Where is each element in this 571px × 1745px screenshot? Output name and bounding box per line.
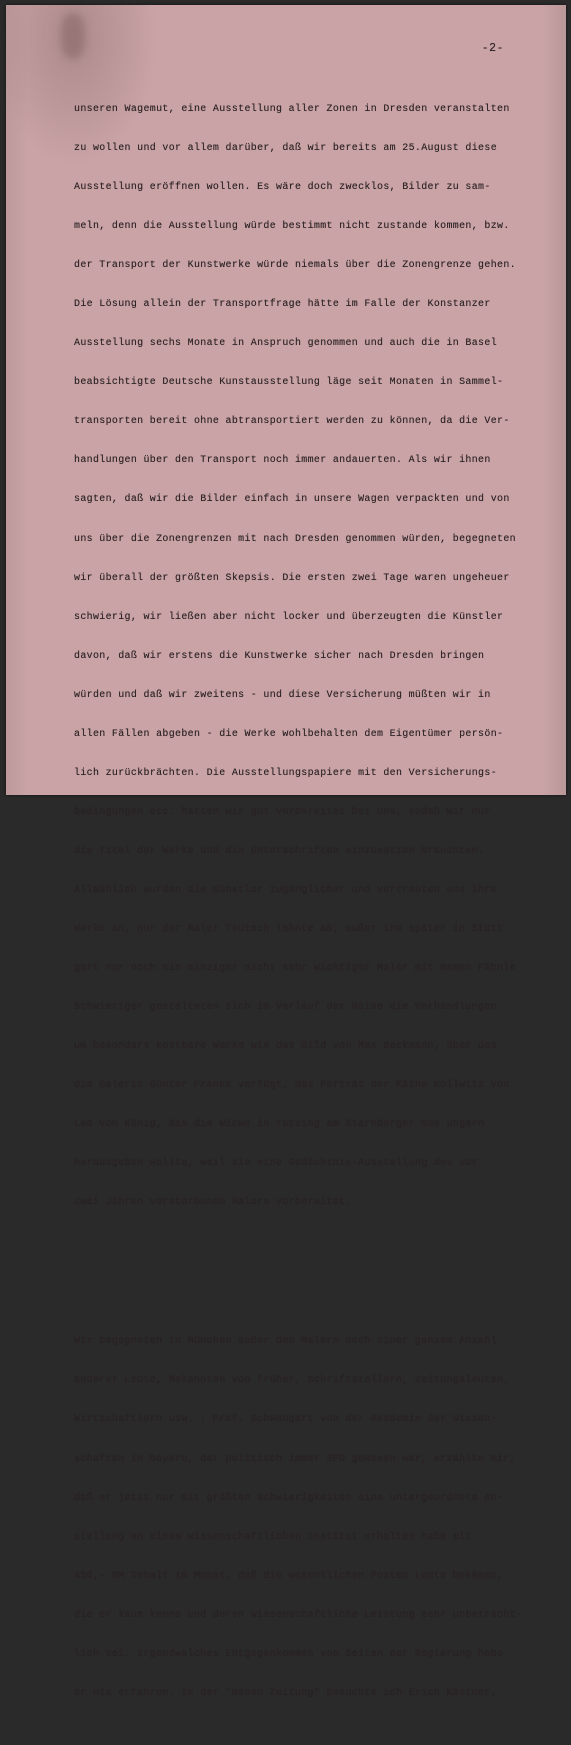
text-line: Ausstellung eröffnen wollen. Es wäre doch zwecklos, Bilder zu sam- <box>74 181 491 193</box>
text-line: Wirtschaftlern usw. : Prof. Schwangart von der Akademie der Wissen- <box>74 1413 498 1425</box>
text-line: herausgeben wollte, weil sie eine Gedächtnis-Ausstellung des vor <box>74 1157 479 1169</box>
text-line: Leo von König, das die Witwe in Tutzing am Starnberger See ungern <box>74 1118 485 1130</box>
text-line: daß er jetzt nur mit größten Schwierigkeiten eine untergeordnete An- <box>74 1491 504 1503</box>
text-line: stellung an einem wissenschaftlichen Institut erhalten habe mit <box>74 1530 472 1542</box>
text-line: die Titel der Werke und die Unterschriften einzusetzen brauchten. <box>74 844 485 856</box>
text-line: transporten bereit ohne abtransportiert werden zu können, da die Ver- <box>74 415 510 427</box>
document-page <box>6 5 566 1698</box>
text-line: davon, daß wir erstens die Kunstwerke sicher nach Dresden bringen <box>74 649 485 661</box>
text-line: zu wollen und vor allem darüber, daß wir bereits am 25.August diese <box>74 142 498 154</box>
text-line: die er kaum kenne und deren wissenschaftliche Leistung sehr unbeträcht- <box>74 1608 523 1620</box>
text-line: sagten, daß wir die Bilder einfach in unsere Wagen verpackten und von <box>74 493 510 505</box>
text-line: beabsichtigte Deutsche Kunstausstellung läge seit Monaten in Sammel- <box>74 376 504 388</box>
paragraph-gap <box>74 1265 554 1277</box>
text-line: 450,- RM Gehalt im Monat, daß die wesentlichen Posten Leute bekämen, <box>74 1569 504 1581</box>
text-line: der Transport der Kunstwerke würde niemals über die Zonengrenze gehen. <box>74 259 516 271</box>
text-line: würden und daß wir zweitens - und diese Versicherung müßten wir in <box>74 688 491 700</box>
text-line: schwierig, wir ließen aber nicht locker und überzeugten die Künstler <box>74 610 504 622</box>
text-line: handlungen über den Transport noch immer andauerten. Als wir ihnen <box>74 454 491 466</box>
paragraph-2 <box>74 1310 554 1722</box>
text-line: lich sei. Irgendwelches Entgegenkommen von Seiten der Regierung habe <box>74 1647 504 1659</box>
text-line: Allmählich wurden die Künstler zugänglicher und vertrauten uns ihre <box>74 883 498 895</box>
text-line: Schwieriger gestalteten sich im Verlauf der Reise die Verhandlungen <box>74 1001 498 1013</box>
text-line: allen Fällen abgeben - die Werke wohlbehalten dem Eigentümer persön- <box>74 727 504 739</box>
text-line: wir überall der größten Skepsis. Die ersten zwei Tage waren ungeheuer <box>74 571 510 583</box>
text-line: Wir begegneten in München außer den Malern noch einer ganzen Anzahl <box>74 1335 498 1347</box>
text-line: die Galerie Günter Franke verfügt, das Porträt der Käthe Kollwitz von <box>74 1079 510 1091</box>
page-number: -2- <box>481 42 504 55</box>
text-line: meln, denn die Ausstellung würde bestimmt nicht zustande kommen, bzw. <box>74 220 510 232</box>
text-line: zwei Jahren verstorbenen Malers vorbereitet. <box>74 1196 352 1208</box>
text-line: bedingungen etc. hatten wir gut vorbereitet bei uns, sodaß wir nur <box>74 805 491 817</box>
text-line: Die Lösung allein der Transportfrage hätte im Falle der Konstanzer <box>74 298 491 310</box>
text-line: er nie erfahren. In der "Neuen Zeitung" besuchte ich Erich Kästner, <box>74 1686 498 1698</box>
text-line: anderer Leute, Bekannten von früher, Schriftstellern, Zeitungsleuten, <box>74 1374 510 1386</box>
paper-stain <box>61 13 85 59</box>
document-body <box>74 56 554 1745</box>
text-line: um besonders kostbare Werke wie das Bild von Max Beckmann, über das <box>74 1040 498 1052</box>
text-line: uns über die Zonengrenzen mit nach Dresden genommen würden, begegneten <box>74 532 516 544</box>
text-line: lich zurückbrächten. Die Ausstellungspapiere mit den Versicherungs- <box>74 766 498 778</box>
text-line: Ausstellung sechs Monate in Anspruch genommen und auch die in Basel <box>74 337 498 349</box>
paragraph-1 <box>74 78 554 1232</box>
text-line: Werke an, nur der Maler Teutsch lehnte ab; außer ihm später in Stutt- <box>74 922 510 934</box>
text-line: gart nur noch ein einziger nicht sehr wichtiger Maler mit Namen Fähnle <box>74 962 516 974</box>
text-line: schaften in Bayern, der politisch immer SPD gewesen war, erzählte mir, <box>74 1452 516 1464</box>
text-line: unseren Wagemut, eine Ausstellung aller Zonen in Dresden veranstalten <box>74 103 510 114</box>
